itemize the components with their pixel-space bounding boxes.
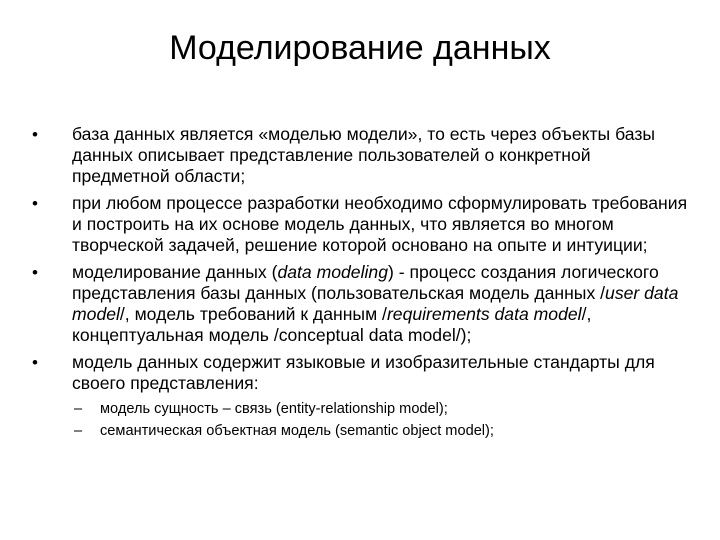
subbullet-item-1	[28, 400, 688, 418]
bullet-text: база данных является «моделью модели», то есть через объекты базы данных описывает представление пользователей о конкретной предметной области;	[72, 124, 656, 186]
term-data-modeling: data modeling	[277, 262, 388, 282]
bullet-marker: •	[32, 353, 38, 372]
slide-title: Моделирование данных	[169, 29, 551, 67]
term-requirements-data-model: requirements data model	[386, 304, 582, 324]
bullet-item-1	[28, 124, 688, 187]
bullet-text: модель данных содержит языковые и изобразительные стандарты для своего представления:	[72, 352, 655, 393]
subbullet-marker: –	[74, 423, 83, 439]
subbullet-marker: –	[74, 401, 83, 417]
subbullet-text: модель сущность – связь (entity-relationship model);	[100, 401, 448, 417]
bullet-text: при любом процессе разработки необходимо сформулировать требования и построить на их основе модель данных, что является во многом творческой задачей, решение которой основано на опыте и интуиции;	[72, 193, 688, 255]
bullet-item-4	[28, 352, 688, 394]
bullet-marker: •	[32, 194, 38, 213]
bullet-text-part: /, концептуальная модель /conceptual data model/);	[72, 304, 592, 345]
bullet-text-part: моделирование данных (	[72, 262, 278, 282]
bullet-text-part: /, модель требований к данным /	[119, 304, 387, 324]
bullet-item-2	[28, 193, 688, 256]
term-user-data-model: user data model	[72, 283, 679, 324]
subbullet-text: семантическая объектная модель (semantic object model);	[100, 423, 494, 439]
bullet-item-3	[28, 262, 688, 346]
bullet-marker: •	[32, 125, 38, 144]
subbullet-item-2	[28, 422, 688, 440]
bullet-marker: •	[32, 263, 38, 282]
slide-body	[28, 124, 688, 444]
bullet-text-part: ) - процесс создания логического представления базы данных (пользовательская модель данных /	[72, 262, 659, 303]
